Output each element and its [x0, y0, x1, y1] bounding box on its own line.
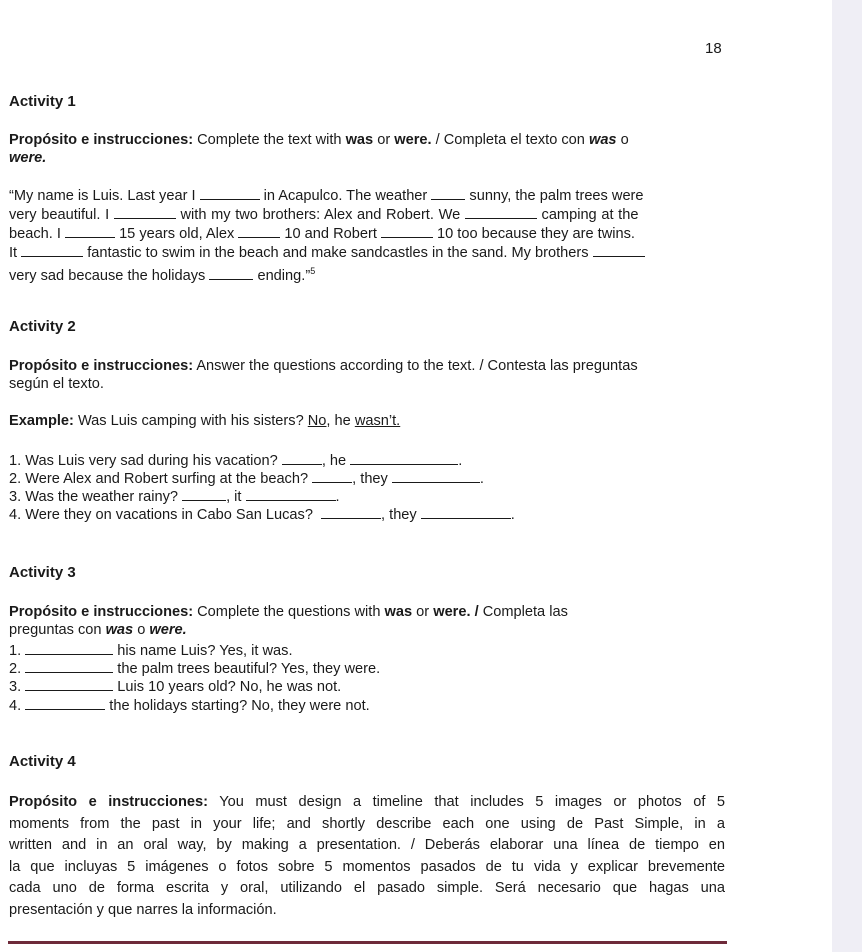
activity-1-instructions	[9, 131, 629, 149]
question-text: 4. Were they on vacations in Cabo San Lucas?	[9, 507, 313, 523]
instructions-label: Propósito e instrucciones:	[9, 358, 194, 374]
blank-field[interactable]	[65, 224, 115, 238]
question-text: 3. Was the weather rainy?	[9, 489, 178, 505]
item-text: the palm trees beautiful? Yes, they were.	[117, 661, 381, 677]
example-answer: wasn’t.	[354, 413, 401, 429]
instructions-text: Completa las	[482, 604, 568, 620]
blank-field[interactable]	[238, 224, 280, 238]
question-text: .	[335, 489, 340, 505]
item-text: Luis 10 years old? No, he was not.	[117, 679, 342, 695]
text-fragment: fantastic to swim in the beach and make sandcastles in the sand. My brothers	[87, 245, 589, 261]
activity-3-title: Activity 3	[9, 564, 76, 581]
blank-field[interactable]	[312, 469, 352, 483]
instructions-text: Answer the questions according to the text. / Contesta las preguntas	[193, 358, 638, 374]
fill-item-4	[9, 696, 370, 715]
item-number: 3.	[9, 679, 22, 695]
item-number: 2.	[9, 661, 22, 677]
instructions-text: o	[616, 132, 629, 148]
fill-item-1	[9, 641, 293, 660]
paragraph-line: la que incluyas 5 imágenes o fotos sobre 5 momentos pasados de tu vida y explicar brevemente	[9, 858, 725, 875]
keyword-was: was	[345, 132, 374, 148]
question-2	[9, 469, 484, 488]
blank-field[interactable]	[200, 186, 260, 200]
footer-rule	[8, 941, 727, 944]
activity-4-title: Activity 4	[9, 753, 76, 770]
text-fragment: ending.”	[257, 267, 311, 284]
text-line-1	[9, 186, 644, 205]
question-text: .	[510, 507, 515, 523]
instructions-text: or	[373, 132, 395, 148]
paragraph-line: presentación y que narres la información.	[9, 901, 277, 918]
slash-separator: /	[470, 604, 483, 620]
keyword-were: were.	[433, 604, 471, 620]
instructions-text: or	[412, 604, 434, 620]
activity-4-instructions	[9, 792, 725, 921]
text-line-2	[9, 205, 638, 224]
question-text: , they	[352, 471, 388, 487]
example-question: Was Luis camping with his sisters?	[73, 413, 308, 429]
blank-field[interactable]	[321, 505, 381, 519]
paragraph-line: moments from the past in your life; and shortly describe each one using de Past Simple, in a	[9, 815, 725, 832]
keyword-was: was	[588, 132, 617, 148]
blank-field[interactable]	[392, 469, 480, 483]
text-fragment: 10 and Robert	[284, 226, 377, 242]
text-fragment: It	[9, 245, 18, 261]
activity-3-instructions	[9, 603, 568, 621]
text-line-4	[9, 243, 645, 262]
blank-field[interactable]	[350, 451, 458, 465]
activity-3-instructions-cont	[9, 621, 187, 639]
instructions-label: Propósito e instrucciones:	[9, 794, 208, 810]
blank-field[interactable]	[25, 659, 113, 673]
question-text: 2. Were Alex and Robert surfing at the beach?	[9, 471, 309, 487]
instructions-label: Propósito e instrucciones:	[9, 604, 194, 620]
question-1	[9, 451, 462, 470]
footnote-marker: 5	[310, 266, 316, 276]
activity-2-title: Activity 2	[9, 318, 76, 335]
blank-field[interactable]	[25, 696, 105, 710]
blank-field[interactable]	[209, 266, 253, 280]
blank-field[interactable]	[21, 243, 83, 257]
item-number: 4.	[9, 698, 22, 714]
item-number: 1.	[9, 643, 22, 659]
text-fragment: “My name is Luis. Last year I	[9, 188, 196, 204]
fill-item-3	[9, 677, 341, 696]
question-text: , it	[226, 489, 242, 505]
question-4	[9, 505, 515, 524]
text-fragment: 15 years old, Alex	[119, 226, 235, 242]
blank-field[interactable]	[182, 487, 226, 501]
example-answer: he	[330, 413, 355, 429]
question-text: , he	[321, 453, 347, 469]
question-text: , they	[381, 507, 417, 523]
blank-field[interactable]	[246, 487, 336, 501]
instructions-text: / Completa el texto con	[431, 132, 589, 148]
blank-field[interactable]	[421, 505, 511, 519]
keyword-were: were.	[9, 150, 47, 166]
question-text: 1. Was Luis very sad during his vacation?	[9, 453, 278, 469]
fill-item-2	[9, 659, 380, 678]
text-fragment: very beautiful. I	[9, 207, 110, 223]
item-text: his name Luis? Yes, it was.	[117, 643, 293, 659]
text-fragment: sunny, the palm trees were	[469, 188, 644, 204]
instructions-text: o	[133, 622, 150, 638]
blank-field[interactable]	[465, 205, 537, 219]
text-fragment: very sad because the holidays	[9, 267, 206, 284]
viewer-side-panel	[832, 0, 862, 952]
example-label: Example:	[9, 413, 74, 429]
paragraph-line	[9, 792, 725, 814]
activity-2-example	[9, 412, 400, 430]
activity-1-title: Activity 1	[9, 93, 76, 110]
instructions-text: Complete the questions with	[193, 604, 385, 620]
text-fragment: camping at the	[541, 207, 639, 223]
keyword-was: was	[105, 622, 134, 638]
text-fragment: 10 too because they are twins.	[437, 226, 635, 242]
text-fragment: beach. I	[9, 226, 61, 242]
blank-field[interactable]	[431, 186, 465, 200]
text-line-3	[9, 224, 635, 243]
paragraph-line: cada uno de forma escrita y oral, utilizando el pasado simple. Será necesario que hagas una	[9, 880, 725, 896]
keyword-were: were.	[394, 132, 432, 148]
blank-field[interactable]	[381, 224, 433, 238]
text-line-5	[9, 262, 315, 285]
page-number: 18	[705, 40, 722, 57]
blank-field[interactable]	[25, 641, 113, 655]
keyword-were: were.	[149, 622, 187, 638]
instructions-text: You must design a timeline that includes 5 images or photos of 5	[207, 794, 725, 810]
item-text: the holidays starting? No, they were not.	[109, 698, 370, 714]
blank-field[interactable]	[114, 205, 176, 219]
text-fragment: with my two brothers: Alex and Robert. We	[180, 207, 461, 223]
blank-field[interactable]	[593, 243, 645, 257]
instructions-text: preguntas con	[9, 622, 106, 638]
question-text: .	[458, 453, 463, 469]
activity-2-instructions-cont: según el texto.	[9, 376, 104, 392]
instructions-label: Propósito e instrucciones:	[9, 132, 194, 148]
text-fragment: in Acapulco. The weather	[263, 188, 428, 204]
instructions-text: Complete the text with	[193, 132, 346, 148]
example-answer: No,	[307, 413, 331, 429]
question-text: .	[479, 471, 484, 487]
keyword-was: was	[384, 604, 413, 620]
paragraph-line: written and in an oral way, by making a presentation. / Deberás elaborar una línea de tiempo en	[9, 837, 725, 853]
blank-field[interactable]	[282, 451, 322, 465]
blank-field[interactable]	[25, 677, 113, 691]
question-3	[9, 487, 340, 506]
activity-2-instructions	[9, 357, 638, 375]
